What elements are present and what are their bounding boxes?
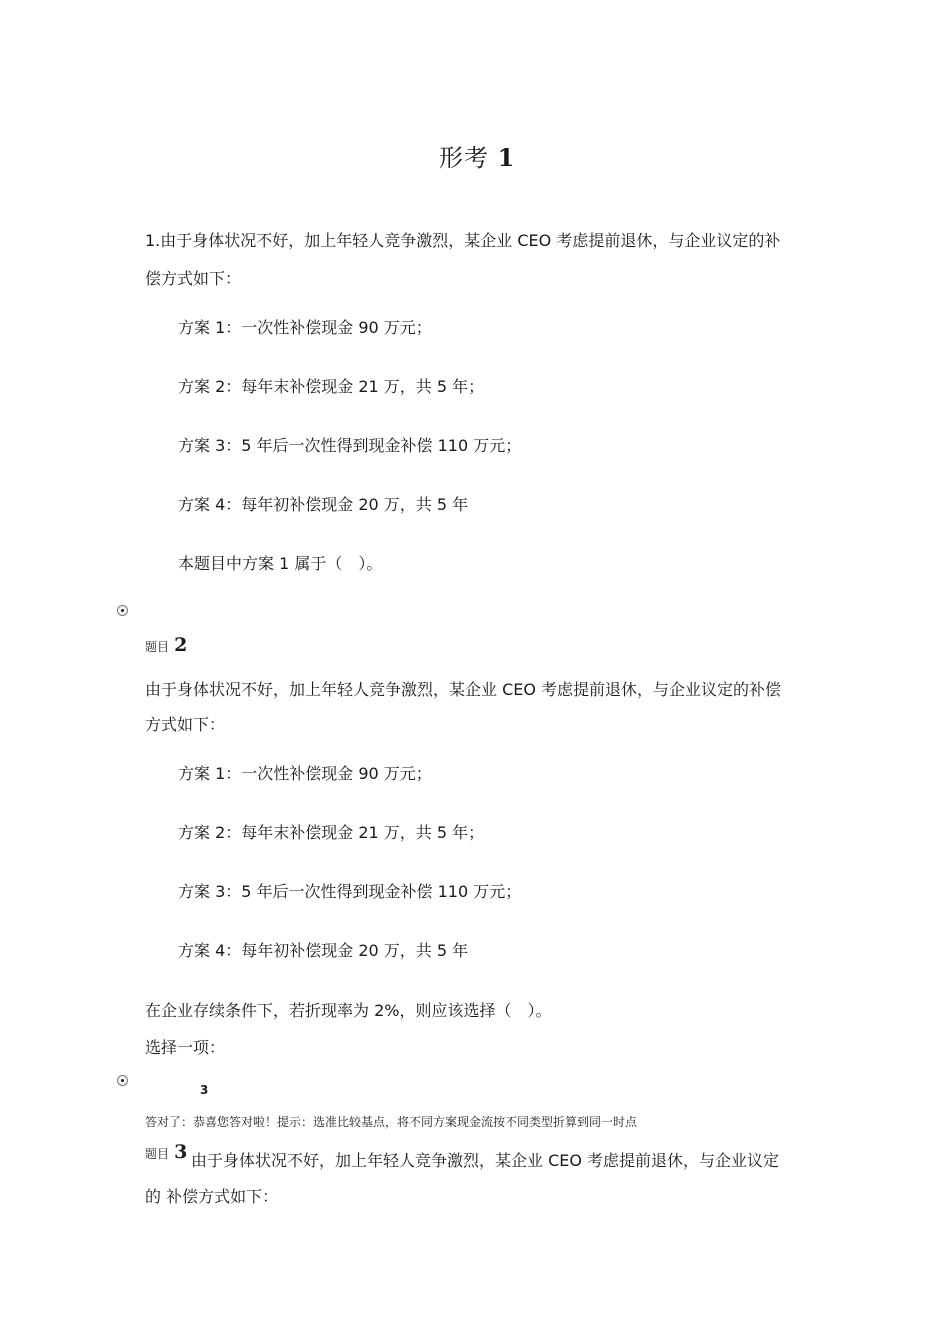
q3-label: 题目 [145, 1147, 170, 1161]
q1-question: 本题目中方案 1 属于（ ）。 [178, 554, 383, 573]
q3-stem-line1: 由于身体状况不好，加上年轻人竞争激烈，某企业 CEO 考虑提前退休，与企业议定 [191, 1151, 780, 1170]
q2-header [145, 634, 187, 656]
q2-option-value: 3 [200, 1083, 209, 1097]
q1-plan-3: 方案 3：5 年后一次性得到现金补偿 110 万元； [178, 436, 522, 455]
q2-select-prompt: 选择一项： [145, 1038, 226, 1057]
page-title [439, 138, 515, 173]
q2-number: 2 [174, 634, 188, 656]
q3-stem-line2: 的 补偿方式如下： [145, 1187, 279, 1206]
q2-label: 题目 [145, 640, 170, 654]
q2-plan-4: 方案 4：每年初补偿现金 20 万，共 5 年 [178, 941, 469, 960]
q2-stem-line2: 方式如下： [145, 715, 226, 734]
page-title-text: 形考 [439, 144, 489, 172]
page-title-number: 1 [497, 143, 516, 172]
q1-plan-1: 方案 1：一次性补偿现金 90 万元； [178, 318, 432, 337]
q3-number: 3 [174, 1141, 188, 1163]
q2-plan-2: 方案 2：每年末补偿现金 21 万，共 5 年； [178, 823, 485, 842]
q1-answer-radio[interactable] [117, 605, 128, 616]
q2-plan-1: 方案 1：一次性补偿现金 90 万元； [178, 764, 432, 783]
q1-stem-line1: 1.由于身体状况不好，加上年轻人竞争激烈，某企业 CEO 考虑提前退休，与企业议定的补 [145, 231, 781, 250]
q1-plan-2: 方案 2：每年末补偿现金 21 万，共 5 年； [178, 377, 485, 396]
q2-option-radio[interactable] [117, 1075, 128, 1086]
q1-plan-4: 方案 4：每年初补偿现金 20 万，共 5 年 [178, 495, 469, 514]
q2-stem-line1: 由于身体状况不好，加上年轻人竞争激烈，某企业 CEO 考虑提前退休，与企业议定的补偿 [145, 680, 782, 699]
q1-stem-line2: 偿方式如下： [145, 269, 242, 288]
q3-header [145, 1141, 187, 1163]
q2-question: 在企业存续条件下，若折现率为 2%，则应该选择（ ）。 [145, 1001, 552, 1020]
q2-plan-3: 方案 3：5 年后一次性得到现金补偿 110 万元； [178, 882, 522, 901]
q2-feedback: 答对了：恭喜您答对啦！提示：选准比较基点，将不同方案现金流按不同类型折算到同一时点 [145, 1115, 638, 1129]
